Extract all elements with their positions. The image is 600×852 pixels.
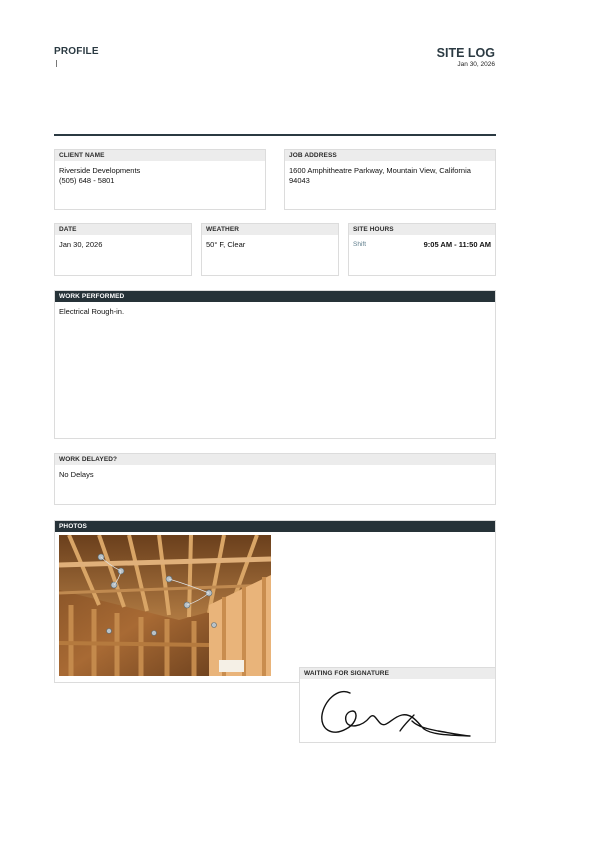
site-photo[interactable] bbox=[59, 535, 271, 676]
client-name-value: Riverside Developments bbox=[59, 166, 141, 175]
work-performed-label: WORK PERFORMED bbox=[55, 291, 495, 302]
signature-drawing bbox=[300, 679, 495, 742]
weather-value: 50° F, Clear bbox=[206, 240, 246, 249]
client-name-label: CLIENT NAME bbox=[55, 150, 265, 161]
text-cursor bbox=[56, 60, 57, 67]
work-delayed-value: No Delays bbox=[59, 470, 94, 479]
site-hours-section bbox=[348, 223, 496, 276]
photos-label: PHOTOS bbox=[55, 521, 495, 532]
work-performed-value: Electrical Rough-in. bbox=[59, 307, 125, 316]
site-hours-label: SITE HOURS bbox=[349, 224, 495, 235]
weather-label: WEATHER bbox=[202, 224, 338, 235]
signature-label: WAITING FOR SIGNATURE bbox=[300, 668, 495, 679]
document-title: SITE LOG bbox=[436, 46, 495, 60]
client-phone-value: (505) 648 - 5801 bbox=[59, 175, 115, 185]
job-address-section bbox=[284, 149, 496, 210]
weather-section bbox=[201, 223, 339, 276]
work-delayed-section bbox=[54, 453, 496, 505]
header-divider bbox=[54, 134, 496, 136]
date-section bbox=[54, 223, 192, 276]
date-value: Jan 30, 2026 bbox=[59, 240, 103, 249]
shift-label: Shift bbox=[353, 241, 367, 248]
work-performed-section bbox=[54, 290, 496, 439]
profile-label: PROFILE bbox=[54, 46, 99, 57]
client-name-section bbox=[54, 149, 266, 210]
document-date: Jan 30, 2026 bbox=[457, 61, 495, 68]
job-address-line2: 94043 bbox=[289, 175, 310, 185]
job-address-line1: 1600 Amphitheatre Parkway, Mountain View, California bbox=[289, 166, 471, 175]
work-delayed-label: WORK DELAYED? bbox=[55, 454, 495, 465]
shift-time-value: 9:05 AM - 11:50 AM bbox=[423, 240, 491, 249]
date-label: DATE bbox=[55, 224, 191, 235]
job-address-label: JOB ADDRESS bbox=[285, 150, 495, 161]
signature-section[interactable] bbox=[299, 667, 496, 743]
